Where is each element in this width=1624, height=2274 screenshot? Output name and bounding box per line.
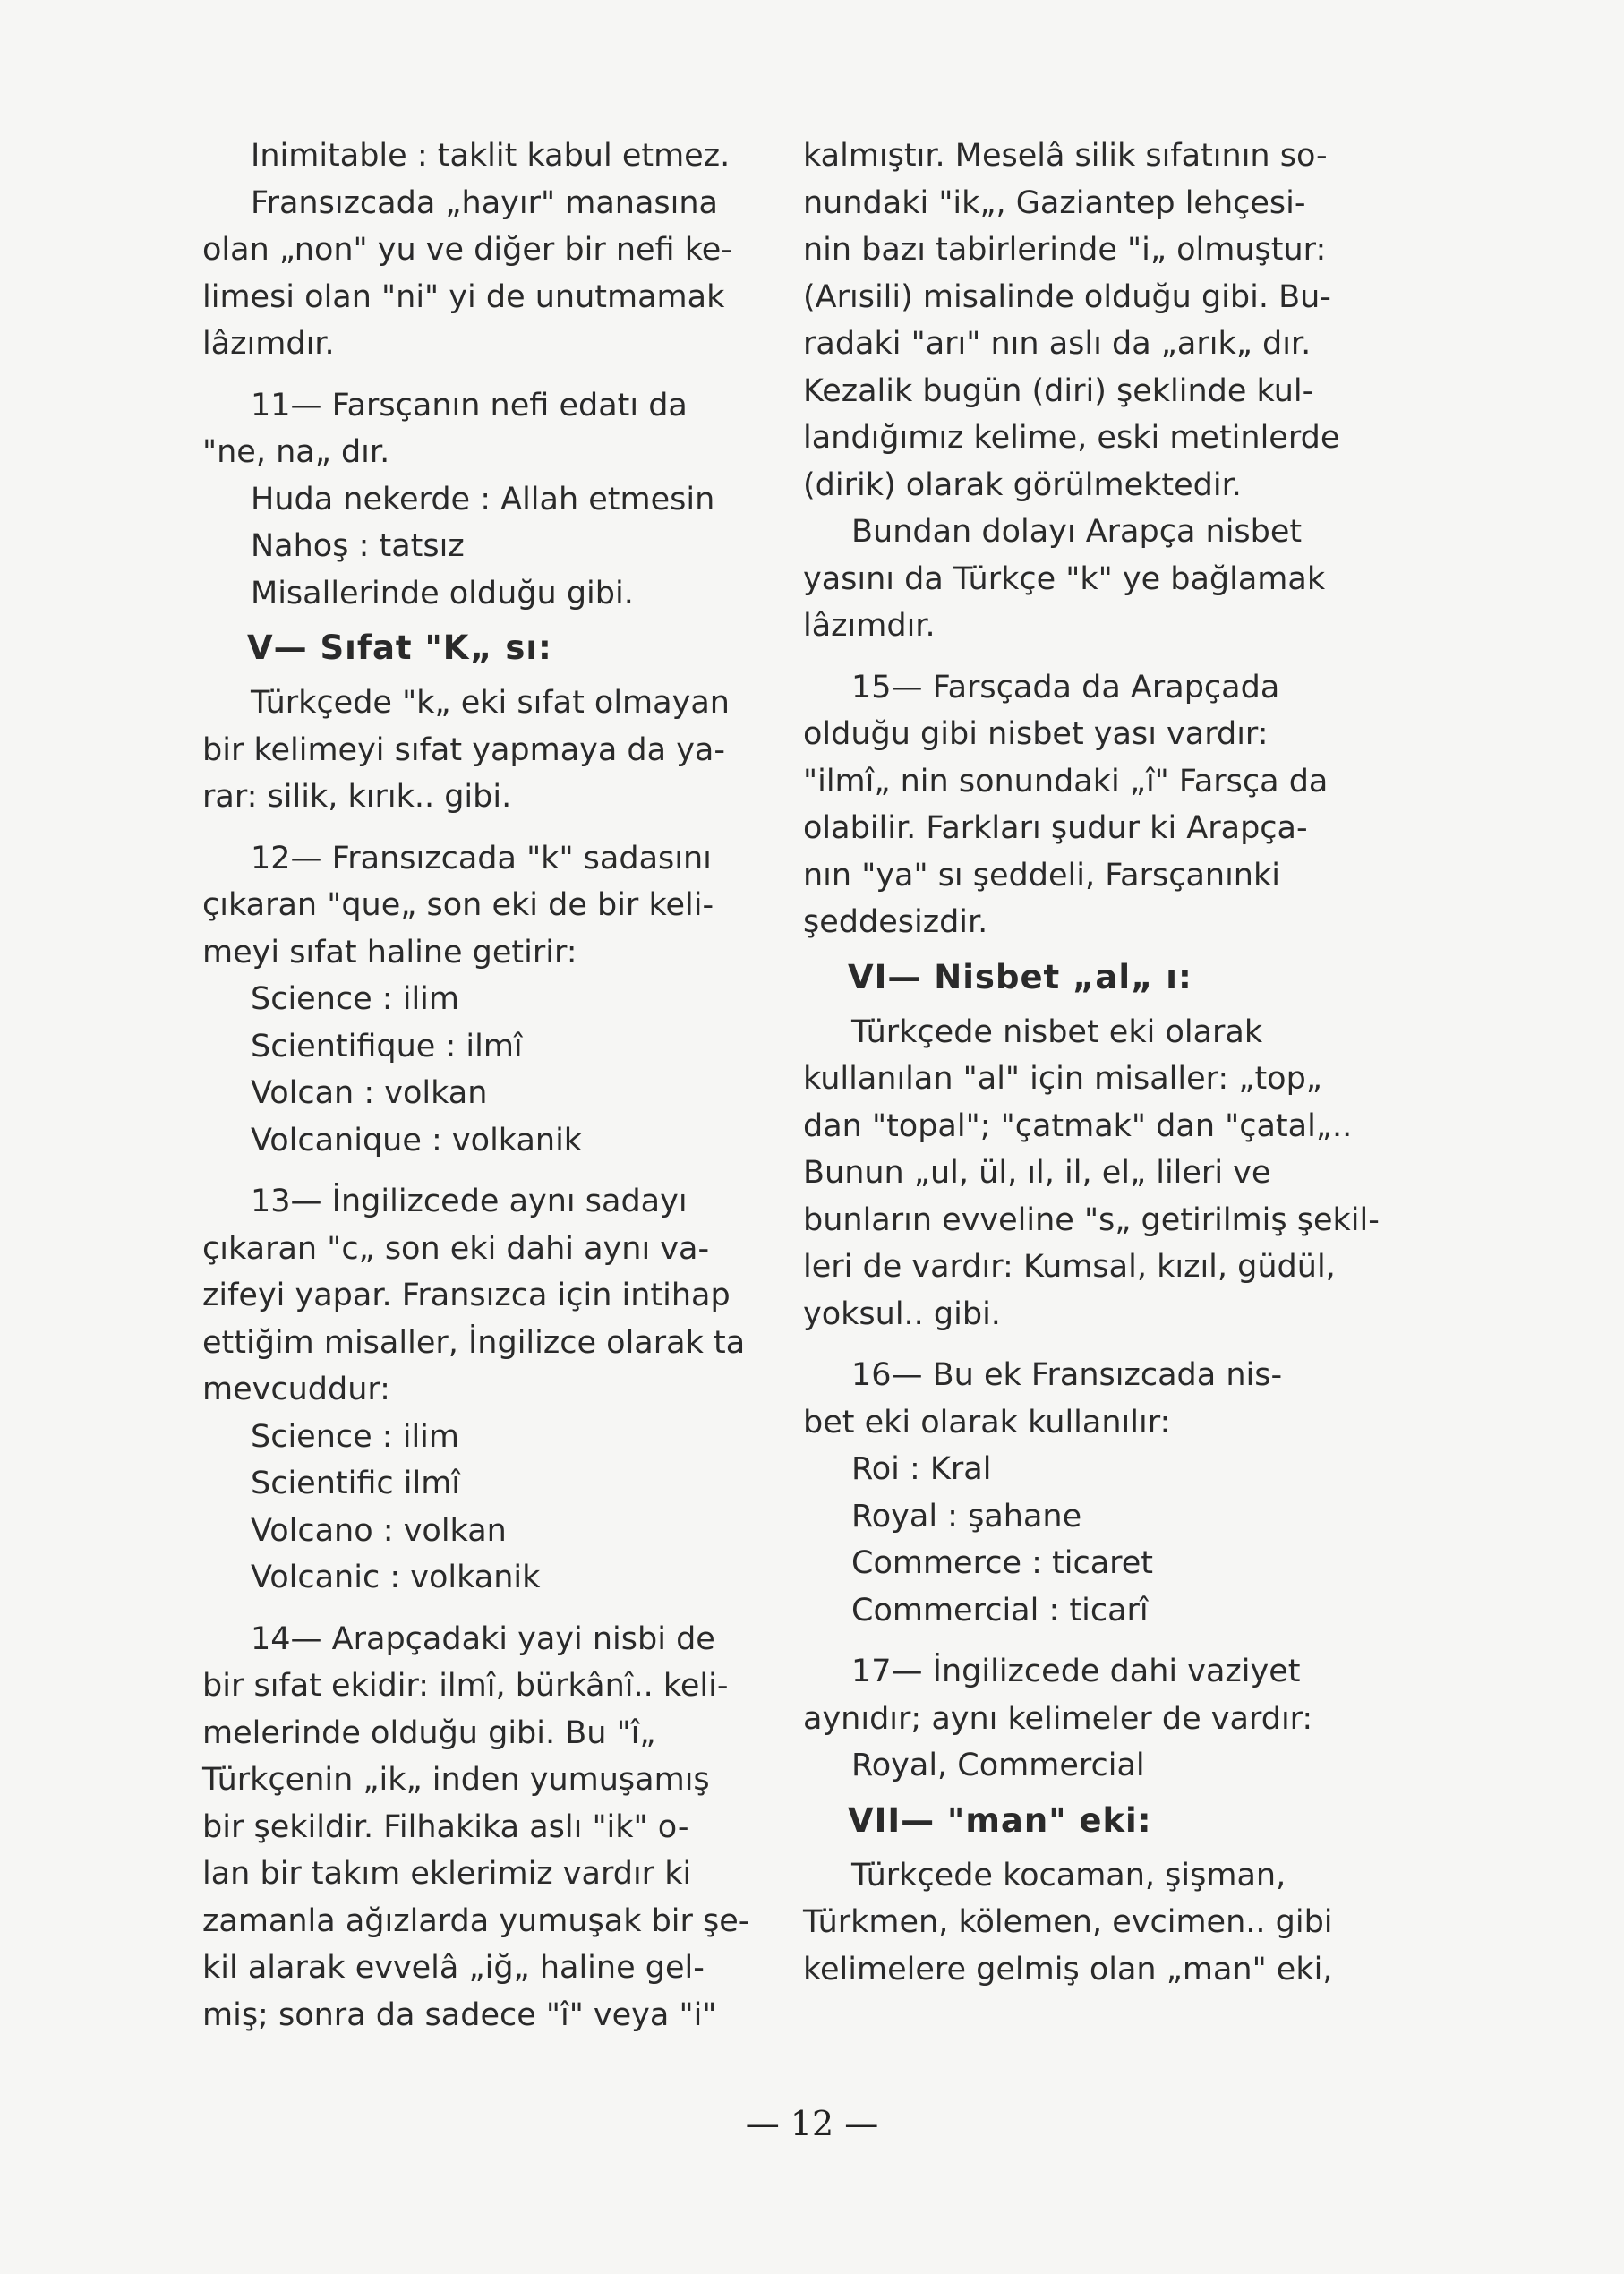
text-line: yoksul.. gibi. — [803, 1295, 1001, 1332]
text-line: aynıdır; aynı kelimeler de vardır: — [803, 1700, 1313, 1737]
text-line: meyi sıfat haline getirir: — [202, 934, 577, 970]
text-line: leri de vardır: Kumsal, kızıl, güdül, — [803, 1249, 1336, 1285]
text-line: Nahoş : tatsız — [251, 528, 465, 564]
text-line: melerinde olduğu gibi. Bu "î„ — [202, 1714, 656, 1751]
text-line: yasını da Türkçe "k" ye bağlamak — [803, 560, 1326, 597]
text-line: Volcano : volkan — [251, 1512, 507, 1549]
text-line: Fransızcada „hayır" manasına — [251, 184, 718, 221]
text-line: 16— Bu ek Fransızcada nis- — [851, 1357, 1283, 1393]
text-line: Science : ilim — [251, 981, 459, 1017]
text-line: Scientifique : ilmî — [251, 1028, 523, 1064]
text-line: Inimitable : taklit kabul etmez. — [251, 138, 731, 174]
text-line: zamanla ağızlarda yumuşak bir şe- — [202, 1902, 750, 1939]
text-line: kil alarak evvelâ „iğ„ haline gel- — [202, 1950, 705, 1986]
text-line: kelimelere gelmiş olan „man" eki, — [803, 1951, 1333, 1988]
text-line: Commercial : ticarî — [851, 1592, 1149, 1629]
text-line: Türkçede "k„ eki sıfat olmayan — [251, 685, 730, 721]
text-line: bir kelimeyi sıfat yapmaya da ya- — [202, 731, 726, 768]
text-line: Commerce : ticaret — [851, 1545, 1154, 1581]
text-line: lan bir takım eklerimiz vardır ki — [202, 1856, 692, 1892]
text-line: bunların evveline "s„ getirilmiş şekil- — [803, 1201, 1380, 1238]
text-line: nin bazı tabirlerinde "i„ olmuştur: — [803, 232, 1327, 268]
text-line: dan "topal"; "çatmak" dan "çatal„.. — [803, 1107, 1353, 1144]
text-line: Misallerinde olduğu gibi. — [251, 575, 634, 611]
text-line: Science : ilim — [251, 1418, 459, 1455]
text-line: lâzımdır. — [803, 608, 936, 644]
text-line: olduğu gibi nisbet yası vardır: — [803, 716, 1269, 752]
text-line: Royal : şahane — [851, 1498, 1082, 1535]
text-line: ettiğim misaller, İngilizce olarak ta — [202, 1324, 746, 1361]
text-line: bet eki olarak kullanılır: — [803, 1404, 1171, 1440]
left-column — [202, 133, 748, 2039]
right-column — [803, 133, 1380, 1993]
text-line: şeddesizdir. — [803, 904, 988, 940]
text-line: Volcan : volkan — [251, 1075, 488, 1111]
text-line: olan „non" yu ve diğer bir nefi ke- — [202, 232, 732, 268]
text-line: 12— Fransızcada "k" sadasını — [251, 840, 712, 876]
text-line: olabilir. Farkları şudur ki Arapça- — [803, 810, 1308, 846]
text-line: Türkçede nisbet eki olarak — [851, 1013, 1263, 1050]
text-line: nın "ya" sı şeddeli, Farsçanınki — [803, 857, 1280, 893]
text-line: landığımız kelime, eski metinlerde — [803, 420, 1340, 456]
section-heading: V— Sıfat "K„ sı: — [247, 628, 552, 667]
text-line: kalmıştır. Meselâ silik sıfatının so- — [803, 138, 1328, 174]
text-line: miş; sonra da sadece "î" veya "i" — [202, 1996, 717, 2033]
text-line: çıkaran "que„ son eki de bir keli- — [202, 887, 714, 923]
text-line: çıkaran "c„ son eki dahi aynı va- — [202, 1230, 710, 1267]
text-line: 11— Farsçanın nefi edatı da — [251, 387, 688, 423]
text-line: Scientific ilmî — [251, 1466, 461, 1501]
page-number: — 12 — — [745, 2104, 879, 2143]
text-line: lâzımdır. — [202, 326, 335, 362]
text-line: mevcuddur: — [202, 1372, 390, 1407]
text-line: Volcanique : volkanik — [251, 1122, 583, 1158]
section-heading: VI— Nisbet „al„ ı: — [848, 957, 1192, 996]
text-line: Huda nekerde : Allah etmesin — [251, 481, 715, 517]
text-line: bir sıfat ekidir: ilmî, bürkânî.. keli- — [202, 1668, 729, 1704]
text-line: radaki "arı" nın aslı da „arık„ dır. — [803, 326, 1312, 362]
text-line: kullanılan "al" için misaller: „top„ — [803, 1061, 1322, 1097]
text-line: 17— İngilizcede dahi vaziyet — [851, 1654, 1301, 1689]
text-line: (Arısili) misalinde olduğu gibi. Bu- — [803, 278, 1331, 315]
text-line: 14— Arapçadaki yayi nisbi de — [251, 1620, 715, 1657]
text-line: limesi olan "ni" yi de unutmamak — [202, 278, 725, 315]
text-line: Bundan dolayı Arapça nisbet — [851, 514, 1303, 550]
text-line: Türkmen, kölemen, evcimen.. gibi — [803, 1904, 1333, 1940]
text-line: Türkçede kocaman, şişman, — [851, 1857, 1286, 1894]
text-line: Roi : Kral — [851, 1451, 992, 1487]
text-line: Royal, Commercial — [851, 1748, 1145, 1783]
text-line: Kezalik bugün (diri) şeklinde kul- — [803, 372, 1314, 409]
text-line: Bunun „ul, ül, ıl, il, el„ lileri ve — [803, 1155, 1271, 1191]
text-line: 13— İngilizcede aynı sadayı — [251, 1184, 688, 1219]
text-line: 15— Farsçada da Arapçada — [851, 669, 1280, 705]
text-line: nundaki "ik„, Gaziantep lehçesi- — [803, 184, 1306, 221]
text-line: "ilmî„ nin sonundaki „î" Farsça da — [803, 763, 1329, 799]
text-line: (dirik) olarak görülmektedir. — [803, 466, 1242, 503]
text-line: Volcanic : volkanik — [251, 1560, 541, 1595]
text-line: zifeyi yapar. Fransızca için intihap — [202, 1278, 731, 1313]
text-line: Türkçenin „ik„ inden yumuşamış — [202, 1762, 710, 1798]
text-line: bir şekildir. Filhakika aslı "ik" o- — [202, 1808, 689, 1845]
text-line: "ne, na„ dır. — [202, 434, 390, 470]
section-heading: VII— "man" eki: — [848, 1800, 1152, 1840]
text-line: rar: silik, kırık.. gibi. — [202, 779, 512, 815]
